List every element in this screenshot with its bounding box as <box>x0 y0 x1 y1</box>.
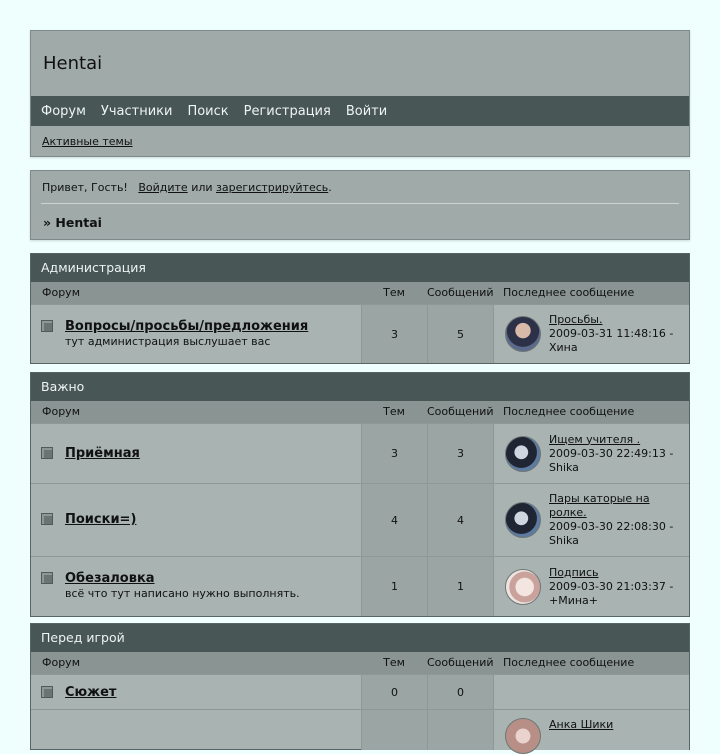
last-post-author[interactable]: +Мина+ <box>549 593 599 607</box>
topics-count: 0 <box>361 675 427 709</box>
login-link[interactable]: Войдите <box>138 181 188 194</box>
col-last-post: Последнее сообщение <box>503 405 635 418</box>
forum-row <box>31 709 689 749</box>
forum-title-link[interactable]: Приёмная <box>65 446 140 461</box>
forum-cell <box>31 557 361 616</box>
forum-row <box>31 423 689 483</box>
last-post-date: 2009-03-31 11:48:16 - <box>549 327 674 340</box>
column-headers <box>31 401 689 423</box>
category-before-game <box>30 623 690 750</box>
forum-status-icon <box>41 513 53 525</box>
nav-register[interactable]: Регистрация <box>243 103 331 119</box>
page-wrapper <box>30 30 690 750</box>
last-post-cell <box>493 557 689 616</box>
col-posts: Сообщений <box>427 656 494 669</box>
forum-cell <box>31 424 361 483</box>
col-posts: Сообщений <box>427 286 494 299</box>
last-post-author[interactable]: Shika <box>549 534 579 547</box>
forum-status-icon <box>41 447 53 459</box>
last-post-date: 2009-03-30 22:49:13 - <box>549 446 674 460</box>
category-title[interactable]: Важно <box>31 373 689 401</box>
posts-count: 0 <box>427 675 493 709</box>
main-nav <box>31 96 689 126</box>
topics-count: 3 <box>361 424 427 483</box>
posts-count: 5 <box>427 305 493 363</box>
forum-cell <box>31 675 361 709</box>
last-post-cell <box>493 424 689 483</box>
topics-count: 4 <box>361 484 427 556</box>
forum-description: всё что тут написано нужно выполнять. <box>65 587 300 600</box>
forum-title-link[interactable]: Обезаловка <box>65 571 155 586</box>
posts-count: 4 <box>427 484 493 556</box>
last-post-link[interactable]: Просьбы. <box>549 313 603 326</box>
last-post-cell <box>493 675 689 709</box>
col-topics: Тем <box>383 405 405 418</box>
forum-status-icon <box>41 686 53 698</box>
posts-count: 3 <box>427 424 493 483</box>
col-posts: Сообщений <box>427 405 494 418</box>
category-important <box>30 372 690 617</box>
last-post-author[interactable]: Хина <box>549 341 578 354</box>
posts-count <box>427 710 493 750</box>
last-post-cell <box>493 484 689 556</box>
forum-description: тут администрация выслушает вас <box>65 335 271 348</box>
last-post-author[interactable]: Shika <box>549 460 579 474</box>
col-forum: Форум <box>42 405 80 418</box>
last-post-link[interactable]: Анка Шики <box>549 718 614 731</box>
category-administration <box>30 253 690 364</box>
breadcrumb: » Hentai <box>43 215 102 230</box>
last-post-cell <box>493 710 689 750</box>
col-forum: Форум <box>42 286 80 299</box>
forum-title-link[interactable]: Поиски=) <box>65 512 137 527</box>
column-headers <box>31 652 689 674</box>
col-last-post: Последнее сообщение <box>503 656 635 669</box>
forum-row <box>31 674 689 709</box>
avatar[interactable] <box>505 718 541 754</box>
forum-title-link[interactable]: Вопросы/просьбы/предложения <box>65 319 309 334</box>
forum-status-icon <box>41 320 53 332</box>
nav-login[interactable]: Войти <box>345 103 388 119</box>
topics-count <box>361 710 427 750</box>
last-post-link[interactable]: Ищем учителя . <box>549 432 641 446</box>
col-topics: Тем <box>383 286 405 299</box>
forum-row <box>31 304 689 363</box>
welcome-panel <box>30 170 690 240</box>
nav-search[interactable]: Поиск <box>187 103 229 119</box>
avatar[interactable] <box>505 569 541 605</box>
last-post-link[interactable]: Подпись <box>549 565 599 579</box>
period-text: . <box>328 181 332 194</box>
category-title[interactable]: Администрация <box>31 254 689 282</box>
avatar[interactable] <box>505 436 541 472</box>
welcome-message <box>31 171 689 203</box>
forum-cell <box>31 484 361 556</box>
nav-forum[interactable]: Форум <box>41 103 86 119</box>
column-headers <box>31 282 689 304</box>
forum-title-link[interactable]: Сюжет <box>65 685 117 700</box>
col-forum: Форум <box>42 656 80 669</box>
or-text: или <box>191 181 213 194</box>
sub-nav <box>31 126 689 156</box>
last-post-date: 2009-03-30 21:03:37 - <box>549 579 674 593</box>
category-title[interactable]: Перед игрой <box>31 624 689 652</box>
active-topics-link[interactable]: Активные темы <box>42 134 133 148</box>
avatar[interactable] <box>505 316 541 352</box>
greeting-text: Привет, Гость! <box>42 181 128 194</box>
last-post-cell <box>493 305 689 363</box>
posts-count: 1 <box>427 557 493 616</box>
register-link[interactable]: зарегистрируйтесь <box>216 181 329 194</box>
last-post-link[interactable]: Пары каторые на ролке. <box>549 492 650 519</box>
topics-count: 3 <box>361 305 427 363</box>
site-title: Hentai <box>43 53 103 74</box>
forum-row <box>31 483 689 556</box>
col-last-post: Последнее сообщение <box>503 286 635 299</box>
topics-count: 1 <box>361 557 427 616</box>
forum-cell <box>31 710 361 724</box>
nav-members[interactable]: Участники <box>100 103 173 119</box>
site-header <box>30 30 690 157</box>
avatar[interactable] <box>505 502 541 538</box>
forum-row <box>31 556 689 616</box>
last-post-date: 2009-03-30 22:08:30 - <box>549 520 674 533</box>
forum-status-icon <box>41 572 53 584</box>
forum-cell <box>31 305 361 363</box>
col-topics: Тем <box>383 656 405 669</box>
